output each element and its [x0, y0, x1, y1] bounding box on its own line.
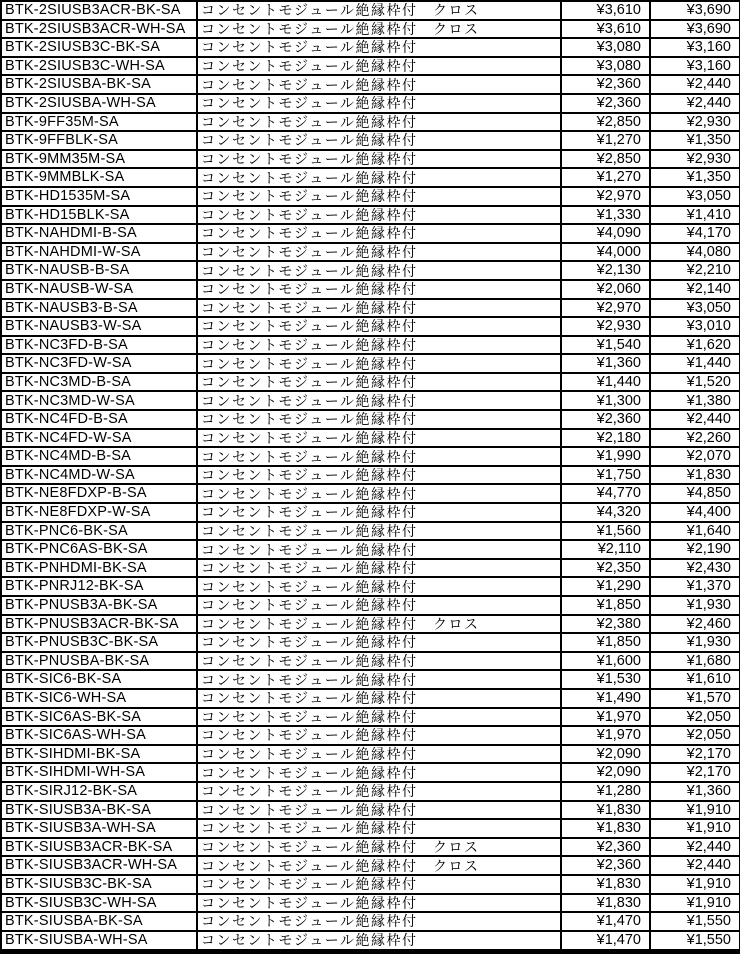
table-row — [1, 522, 740, 541]
price-a-cell: ¥1,830 — [561, 875, 650, 894]
description-cell: コンセントモジュール絶縁枠付 — [197, 410, 561, 429]
table-row — [1, 280, 740, 299]
table-row — [1, 243, 740, 262]
product-code-cell: BTK-SIUSB3A-WH-SA — [1, 819, 197, 838]
product-code-cell: BTK-2SIUSB3C-WH-SA — [1, 57, 197, 76]
description-cell: コンセントモジュール絶縁枠付 — [197, 931, 561, 952]
product-code-cell: BTK-SIC6AS-WH-SA — [1, 726, 197, 745]
table-row — [1, 410, 740, 429]
table-row — [1, 801, 740, 820]
price-a-cell: ¥2,970 — [561, 187, 650, 206]
price-b-cell: ¥2,050 — [650, 726, 740, 745]
product-code-cell: BTK-HD15BLK-SA — [1, 206, 197, 225]
description-cell: コンセントモジュール絶縁枠付 — [197, 280, 561, 299]
table-row — [1, 57, 740, 76]
price-a-cell: ¥1,970 — [561, 726, 650, 745]
description-cell: コンセントモジュール絶縁枠付 — [197, 224, 561, 243]
table-row — [1, 38, 740, 57]
product-code-cell: BTK-NE8FDXP-W-SA — [1, 503, 197, 522]
product-code-cell: BTK-9FF35M-SA — [1, 113, 197, 132]
price-a-cell: ¥4,320 — [561, 503, 650, 522]
price-b-cell: ¥3,010 — [650, 317, 740, 336]
description-cell: コンセントモジュール絶縁枠付 — [197, 57, 561, 76]
price-a-cell: ¥2,360 — [561, 856, 650, 875]
price-a-cell: ¥3,080 — [561, 38, 650, 57]
price-a-cell: ¥1,280 — [561, 782, 650, 801]
description-cell: コンセントモジュール絶縁枠付 — [197, 596, 561, 615]
table-row — [1, 224, 740, 243]
price-b-cell: ¥2,440 — [650, 838, 740, 857]
description-cell: コンセントモジュール絶縁枠付 — [197, 150, 561, 169]
price-b-cell: ¥4,080 — [650, 243, 740, 262]
product-code-cell: BTK-NC4MD-W-SA — [1, 466, 197, 485]
price-b-cell: ¥2,170 — [650, 745, 740, 764]
description-cell: コンセントモジュール絶縁枠付 — [197, 187, 561, 206]
table-row — [1, 540, 740, 559]
table-row — [1, 447, 740, 466]
description-cell: コンセントモジュール絶縁枠付 — [197, 708, 561, 727]
description-cell: コンセントモジュール絶縁枠付 — [197, 354, 561, 373]
table-row — [1, 206, 740, 225]
product-code-cell: BTK-9MMBLK-SA — [1, 168, 197, 187]
price-b-cell: ¥1,910 — [650, 875, 740, 894]
product-code-cell: BTK-2SIUSBA-WH-SA — [1, 94, 197, 113]
description-cell: コンセントモジュール絶縁枠付 — [197, 94, 561, 113]
price-b-cell: ¥2,070 — [650, 447, 740, 466]
price-a-cell: ¥1,470 — [561, 912, 650, 931]
price-b-cell: ¥1,930 — [650, 633, 740, 652]
price-a-cell: ¥4,090 — [561, 224, 650, 243]
table-row — [1, 615, 740, 634]
table-row — [1, 856, 740, 875]
table-row — [1, 838, 740, 857]
table-row — [1, 782, 740, 801]
description-cell: コンセントモジュール絶縁枠付 — [197, 299, 561, 318]
price-b-cell: ¥1,550 — [650, 931, 740, 952]
price-b-cell: ¥4,850 — [650, 484, 740, 503]
price-a-cell: ¥2,380 — [561, 615, 650, 634]
price-a-cell: ¥1,600 — [561, 652, 650, 671]
price-b-cell: ¥3,690 — [650, 20, 740, 39]
description-cell: コンセントモジュール絶縁枠付 — [197, 633, 561, 652]
table-row — [1, 652, 740, 671]
price-a-cell: ¥1,470 — [561, 931, 650, 952]
product-code-cell: BTK-SIC6-BK-SA — [1, 670, 197, 689]
product-code-cell: BTK-PNUSB3C-BK-SA — [1, 633, 197, 652]
product-code-cell: BTK-SIUSBA-BK-SA — [1, 912, 197, 931]
price-b-cell: ¥1,440 — [650, 354, 740, 373]
price-b-cell: ¥1,350 — [650, 168, 740, 187]
price-b-cell: ¥4,400 — [650, 503, 740, 522]
product-code-cell: BTK-NAUSB3-B-SA — [1, 299, 197, 318]
price-b-cell: ¥1,640 — [650, 522, 740, 541]
description-cell: コンセントモジュール絶縁枠付 — [197, 131, 561, 150]
product-code-cell: BTK-NAUSB3-W-SA — [1, 317, 197, 336]
table-row — [1, 391, 740, 410]
product-code-cell: BTK-NAHDMI-B-SA — [1, 224, 197, 243]
description-cell: コンセントモジュール絶縁枠付 — [197, 113, 561, 132]
table-row — [1, 577, 740, 596]
product-code-cell: BTK-2SIUSB3C-BK-SA — [1, 38, 197, 57]
table-row — [1, 931, 740, 952]
table-row — [1, 75, 740, 94]
price-b-cell: ¥1,370 — [650, 577, 740, 596]
product-code-cell: BTK-2SIUSB3ACR-BK-SA — [1, 1, 197, 20]
table-row — [1, 708, 740, 727]
product-code-cell: BTK-SIUSB3C-BK-SA — [1, 875, 197, 894]
table-row — [1, 633, 740, 652]
product-code-cell: BTK-SIUSB3A-BK-SA — [1, 801, 197, 820]
table-row — [1, 131, 740, 150]
price-a-cell: ¥1,330 — [561, 206, 650, 225]
price-b-cell: ¥3,160 — [650, 57, 740, 76]
price-b-cell: ¥1,550 — [650, 912, 740, 931]
price-b-cell: ¥1,620 — [650, 336, 740, 355]
table-row — [1, 894, 740, 913]
table-row — [1, 429, 740, 448]
price-a-cell: ¥1,830 — [561, 894, 650, 913]
product-code-cell: BTK-NC3MD-W-SA — [1, 391, 197, 410]
price-b-cell: ¥1,350 — [650, 131, 740, 150]
price-b-cell: ¥1,610 — [650, 670, 740, 689]
price-b-cell: ¥2,930 — [650, 150, 740, 169]
table-row — [1, 1, 740, 20]
table-row — [1, 689, 740, 708]
description-cell: コンセントモジュール絶縁枠付 — [197, 689, 561, 708]
price-a-cell: ¥1,440 — [561, 373, 650, 392]
product-code-cell: BTK-PNUSB3A-BK-SA — [1, 596, 197, 615]
product-code-cell: BTK-PNHDMI-BK-SA — [1, 559, 197, 578]
price-a-cell: ¥1,830 — [561, 801, 650, 820]
description-cell: コンセントモジュール絶縁枠付 クロス — [197, 20, 561, 39]
price-a-cell: ¥1,850 — [561, 596, 650, 615]
price-a-cell: ¥1,270 — [561, 131, 650, 150]
price-b-cell: ¥1,570 — [650, 689, 740, 708]
product-code-cell: BTK-NC3FD-W-SA — [1, 354, 197, 373]
table-row — [1, 726, 740, 745]
description-cell: コンセントモジュール絶縁枠付 — [197, 75, 561, 94]
table-row — [1, 373, 740, 392]
product-code-cell: BTK-NAHDMI-W-SA — [1, 243, 197, 262]
price-b-cell: ¥2,170 — [650, 763, 740, 782]
description-cell: コンセントモジュール絶縁枠付 クロス — [197, 615, 561, 634]
description-cell: コンセントモジュール絶縁枠付 クロス — [197, 838, 561, 857]
price-b-cell: ¥3,160 — [650, 38, 740, 57]
price-a-cell: ¥2,360 — [561, 94, 650, 113]
table-row — [1, 670, 740, 689]
description-cell: コンセントモジュール絶縁枠付 — [197, 373, 561, 392]
product-code-cell: BTK-2SIUSBA-BK-SA — [1, 75, 197, 94]
price-b-cell: ¥2,430 — [650, 559, 740, 578]
description-cell: コンセントモジュール絶縁枠付 — [197, 484, 561, 503]
product-code-cell: BTK-NC4FD-B-SA — [1, 410, 197, 429]
product-code-cell: BTK-PNC6AS-BK-SA — [1, 540, 197, 559]
product-code-cell: BTK-SIC6AS-BK-SA — [1, 708, 197, 727]
description-cell: コンセントモジュール絶縁枠付 — [197, 875, 561, 894]
price-b-cell: ¥2,440 — [650, 94, 740, 113]
description-cell: コンセントモジュール絶縁枠付 — [197, 168, 561, 187]
table-row — [1, 912, 740, 931]
description-cell: コンセントモジュール絶縁枠付 — [197, 782, 561, 801]
description-cell: コンセントモジュール絶縁枠付 — [197, 577, 561, 596]
price-a-cell: ¥2,110 — [561, 540, 650, 559]
price-a-cell: ¥1,830 — [561, 819, 650, 838]
product-code-cell: BTK-9MM35M-SA — [1, 150, 197, 169]
product-code-cell: BTK-PNUSB3ACR-BK-SA — [1, 615, 197, 634]
product-code-cell: BTK-PNUSBA-BK-SA — [1, 652, 197, 671]
description-cell: コンセントモジュール絶縁枠付 — [197, 391, 561, 410]
table-row — [1, 763, 740, 782]
price-a-cell: ¥2,970 — [561, 299, 650, 318]
product-code-cell: BTK-NC4FD-W-SA — [1, 429, 197, 448]
table-row — [1, 336, 740, 355]
price-b-cell: ¥2,440 — [650, 856, 740, 875]
price-b-cell: ¥3,050 — [650, 299, 740, 318]
product-code-cell: BTK-SIUSBA-WH-SA — [1, 931, 197, 952]
price-a-cell: ¥4,770 — [561, 484, 650, 503]
price-a-cell: ¥1,970 — [561, 708, 650, 727]
price-b-cell: ¥2,190 — [650, 540, 740, 559]
description-cell: コンセントモジュール絶縁枠付 — [197, 243, 561, 262]
table-row — [1, 317, 740, 336]
price-b-cell: ¥1,830 — [650, 466, 740, 485]
price-a-cell: ¥2,090 — [561, 763, 650, 782]
table-row — [1, 354, 740, 373]
product-code-cell: BTK-NC3MD-B-SA — [1, 373, 197, 392]
description-cell: コンセントモジュール絶縁枠付 — [197, 429, 561, 448]
description-cell: コンセントモジュール絶縁枠付 — [197, 763, 561, 782]
price-b-cell: ¥1,410 — [650, 206, 740, 225]
price-b-cell: ¥2,260 — [650, 429, 740, 448]
description-cell: コンセントモジュール絶縁枠付 — [197, 894, 561, 913]
table-row — [1, 745, 740, 764]
description-cell: コンセントモジュール絶縁枠付 — [197, 522, 561, 541]
table-row — [1, 875, 740, 894]
description-cell: コンセントモジュール絶縁枠付 クロス — [197, 1, 561, 20]
price-a-cell: ¥1,270 — [561, 168, 650, 187]
product-code-cell: BTK-NAUSB-W-SA — [1, 280, 197, 299]
table-row — [1, 113, 740, 132]
table-row — [1, 168, 740, 187]
price-a-cell: ¥1,300 — [561, 391, 650, 410]
price-a-cell: ¥1,750 — [561, 466, 650, 485]
description-cell: コンセントモジュール絶縁枠付 — [197, 206, 561, 225]
product-code-cell: BTK-SIRJ12-BK-SA — [1, 782, 197, 801]
price-a-cell: ¥2,060 — [561, 280, 650, 299]
product-code-cell: BTK-NC4MD-B-SA — [1, 447, 197, 466]
table-row — [1, 20, 740, 39]
price-b-cell: ¥2,440 — [650, 410, 740, 429]
table-row — [1, 596, 740, 615]
product-code-cell: BTK-2SIUSB3ACR-WH-SA — [1, 20, 197, 39]
price-a-cell: ¥1,990 — [561, 447, 650, 466]
price-b-cell: ¥4,170 — [650, 224, 740, 243]
price-a-cell: ¥2,350 — [561, 559, 650, 578]
price-a-cell: ¥1,360 — [561, 354, 650, 373]
description-cell: コンセントモジュール絶縁枠付 — [197, 447, 561, 466]
description-cell: コンセントモジュール絶縁枠付 — [197, 38, 561, 57]
product-code-cell: BTK-NE8FDXP-B-SA — [1, 484, 197, 503]
description-cell: コンセントモジュール絶縁枠付 — [197, 670, 561, 689]
price-table-body — [1, 1, 740, 952]
price-b-cell: ¥1,380 — [650, 391, 740, 410]
price-a-cell: ¥2,090 — [561, 745, 650, 764]
price-a-cell: ¥3,080 — [561, 57, 650, 76]
price-b-cell: ¥1,680 — [650, 652, 740, 671]
price-b-cell: ¥2,460 — [650, 615, 740, 634]
price-a-cell: ¥2,360 — [561, 838, 650, 857]
description-cell: コンセントモジュール絶縁枠付 — [197, 503, 561, 522]
description-cell: コンセントモジュール絶縁枠付 — [197, 652, 561, 671]
table-row — [1, 261, 740, 280]
product-code-cell: BTK-PNC6-BK-SA — [1, 522, 197, 541]
description-cell: コンセントモジュール絶縁枠付 — [197, 540, 561, 559]
product-code-cell: BTK-9FFBLK-SA — [1, 131, 197, 150]
price-b-cell: ¥1,910 — [650, 801, 740, 820]
description-cell: コンセントモジュール絶縁枠付 クロス — [197, 856, 561, 875]
price-b-cell: ¥3,690 — [650, 1, 740, 20]
price-a-cell: ¥1,490 — [561, 689, 650, 708]
table-row — [1, 150, 740, 169]
price-b-cell: ¥1,930 — [650, 596, 740, 615]
description-cell: コンセントモジュール絶縁枠付 — [197, 317, 561, 336]
product-code-cell: BTK-SIUSB3ACR-WH-SA — [1, 856, 197, 875]
table-row — [1, 819, 740, 838]
price-a-cell: ¥2,180 — [561, 429, 650, 448]
table-row — [1, 299, 740, 318]
description-cell: コンセントモジュール絶縁枠付 — [197, 745, 561, 764]
description-cell: コンセントモジュール絶縁枠付 — [197, 912, 561, 931]
product-code-cell: BTK-HD1535M-SA — [1, 187, 197, 206]
price-a-cell: ¥1,290 — [561, 577, 650, 596]
price-a-cell: ¥3,610 — [561, 1, 650, 20]
price-b-cell: ¥1,910 — [650, 819, 740, 838]
product-code-cell: BTK-NC3FD-B-SA — [1, 336, 197, 355]
description-cell: コンセントモジュール絶縁枠付 — [197, 726, 561, 745]
price-b-cell: ¥2,050 — [650, 708, 740, 727]
description-cell: コンセントモジュール絶縁枠付 — [197, 466, 561, 485]
price-b-cell: ¥2,440 — [650, 75, 740, 94]
price-b-cell: ¥1,520 — [650, 373, 740, 392]
price-b-cell: ¥1,910 — [650, 894, 740, 913]
table-row — [1, 94, 740, 113]
price-b-cell: ¥3,050 — [650, 187, 740, 206]
price-a-cell: ¥2,930 — [561, 317, 650, 336]
price-a-cell: ¥1,530 — [561, 670, 650, 689]
table-row — [1, 466, 740, 485]
price-a-cell: ¥1,560 — [561, 522, 650, 541]
price-b-cell: ¥1,360 — [650, 782, 740, 801]
description-cell: コンセントモジュール絶縁枠付 — [197, 801, 561, 820]
price-b-cell: ¥2,930 — [650, 113, 740, 132]
product-code-cell: BTK-SIHDMI-WH-SA — [1, 763, 197, 782]
price-a-cell: ¥2,360 — [561, 410, 650, 429]
table-row — [1, 187, 740, 206]
price-a-cell: ¥2,130 — [561, 261, 650, 280]
price-a-cell: ¥2,360 — [561, 75, 650, 94]
product-code-cell: BTK-PNRJ12-BK-SA — [1, 577, 197, 596]
description-cell: コンセントモジュール絶縁枠付 — [197, 336, 561, 355]
price-a-cell: ¥2,850 — [561, 113, 650, 132]
product-code-cell: BTK-SIUSB3ACR-BK-SA — [1, 838, 197, 857]
product-code-cell: BTK-SIC6-WH-SA — [1, 689, 197, 708]
price-a-cell: ¥1,540 — [561, 336, 650, 355]
price-b-cell: ¥2,140 — [650, 280, 740, 299]
price-a-cell: ¥1,850 — [561, 633, 650, 652]
price-a-cell: ¥2,850 — [561, 150, 650, 169]
description-cell: コンセントモジュール絶縁枠付 — [197, 559, 561, 578]
description-cell: コンセントモジュール絶縁枠付 — [197, 819, 561, 838]
price-b-cell: ¥2,210 — [650, 261, 740, 280]
table-row — [1, 484, 740, 503]
product-code-cell: BTK-SIHDMI-BK-SA — [1, 745, 197, 764]
product-code-cell: BTK-NAUSB-B-SA — [1, 261, 197, 280]
table-row — [1, 559, 740, 578]
product-code-cell: BTK-SIUSB3C-WH-SA — [1, 894, 197, 913]
table-row — [1, 503, 740, 522]
price-a-cell: ¥4,000 — [561, 243, 650, 262]
price-a-cell: ¥3,610 — [561, 20, 650, 39]
description-cell: コンセントモジュール絶縁枠付 — [197, 261, 561, 280]
